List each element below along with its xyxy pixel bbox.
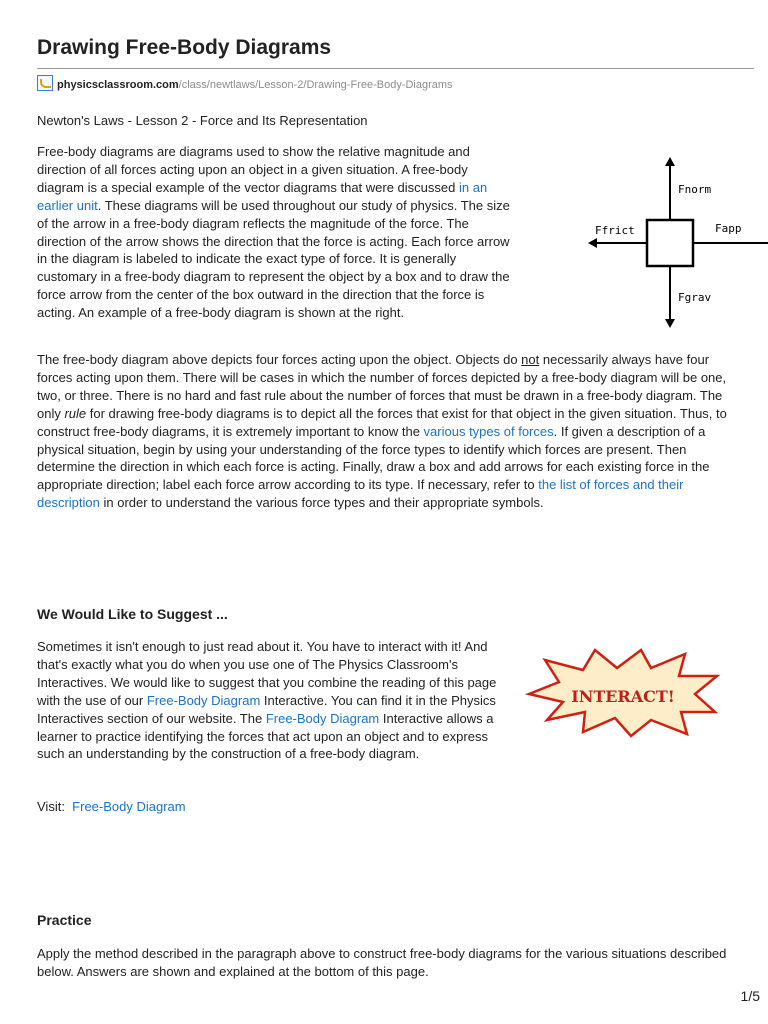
fbd-interactive-link-1[interactable]: Free-Body Diagram xyxy=(146,692,261,708)
intro-paragraph: Free-body diagrams are diagrams used to show the relative magnitude and direction of all forces acting upon an object in a given situation. A free-body diagram is a special example of the vector diagrams that were discussed in an earlier unit. These diagrams will be used throughout our study of physics. The size of the arrow in a free-body diagram reflects the magnitude of the force. The direction of the arrow shows the direction that the force is acting. Each force arrow in the diagram is labeled to indicate the exact type of force. It is generally customary in a free-body diagram to represent the object by a box and to draw the force arrow from the center of the box outward in the direction that the force is acting. An example of a free-body diagram is shown at the right. xyxy=(37,144,510,321)
page-title: Drawing Free-Body Diagrams xyxy=(37,36,332,59)
arrow-left-head-icon xyxy=(588,238,597,248)
visit-fbd-link[interactable]: Free-Body Diagram xyxy=(72,799,186,814)
arrow-down-head-icon xyxy=(665,319,675,328)
force-types-link[interactable]: various types of forces xyxy=(423,423,554,439)
suggest-paragraph: Sometimes it isn't enough to just read about it. You have to interact with it! And that's exactly what you do when you use one of The Physics Classroom's Interactives. We would like to suggest that you combine the reading of this page with the use of our Free-Body Diagram Interactive. You can find it in the Physics Interactives section of our website. The Free-Body Diagram Interactive allows a learner to practice identifying the forces that act upon an object and to express such an understanding by the construction of a free-body diagram. xyxy=(37,639,497,762)
title-divider xyxy=(37,68,754,69)
site-favicon-icon xyxy=(37,75,53,91)
visit-line: Visit: Free-Body Diagram xyxy=(37,799,186,814)
lesson-heading: Newton's Laws - Lesson 2 - Force and Its Representation xyxy=(37,113,368,128)
forces-list-link[interactable]: the list of forces and their description xyxy=(37,477,684,511)
fbd-interactive-link-2[interactable]: Free-Body Diagram xyxy=(265,710,380,726)
fgrav-label: Fgrav xyxy=(678,291,712,304)
fapp-label: Fapp xyxy=(715,222,742,235)
source-path: /class/newtlaws/Lesson-2/Drawing-Free-Body-Diagrams xyxy=(178,79,453,91)
source-url[interactable] xyxy=(37,76,453,94)
practice-heading: Practice xyxy=(37,912,92,928)
page-number: 1/5 xyxy=(740,988,760,1004)
suggest-heading: We Would Like to Suggest ... xyxy=(37,606,228,622)
free-body-diagram xyxy=(553,156,768,328)
source-domain: physicsclassroom.com xyxy=(57,79,179,91)
interact-badge-text: INTERACT! xyxy=(571,687,675,706)
practice-paragraph: Apply the method described in the paragraph above to construct free-body diagrams for the various situations described below. Answers are shown and explained at the bottom of this page. xyxy=(37,946,727,979)
explanation-paragraph: The free-body diagram above depicts four forces acting upon the object. Objects do not necessarily always have four forces acting upon them. There will be cases in which the number of forces depicted by a free-body diagram will be one, two, or three. There is no hard and fast rule about the number of forces that must be drawn in a free-body diagram. The only rule for drawing free-body diagrams is to depict all the forces that exist for that object in the given situation. Thus, to construct free-body diagrams, it is extremely important to know the various types of forces. If given a description of a physical situation, begin by using your understanding of the force types to identify which forces are present. Then determine the direction in which each force is acting. Finally, draw a box and add arrows for each existing force in the appropriate direction; label each force arrow according to its type. If necessary, refer to the list of forces and their description in order to understand the various force types and their appropriate symbols. xyxy=(37,352,727,511)
earlier-unit-link[interactable]: in an earlier unit xyxy=(37,179,488,213)
object-box xyxy=(647,220,693,266)
interact-badge[interactable] xyxy=(525,646,721,738)
arrow-up-head-icon xyxy=(665,157,675,166)
ffrict-label: Ffrict xyxy=(595,224,635,237)
fnorm-label: Fnorm xyxy=(678,183,712,196)
